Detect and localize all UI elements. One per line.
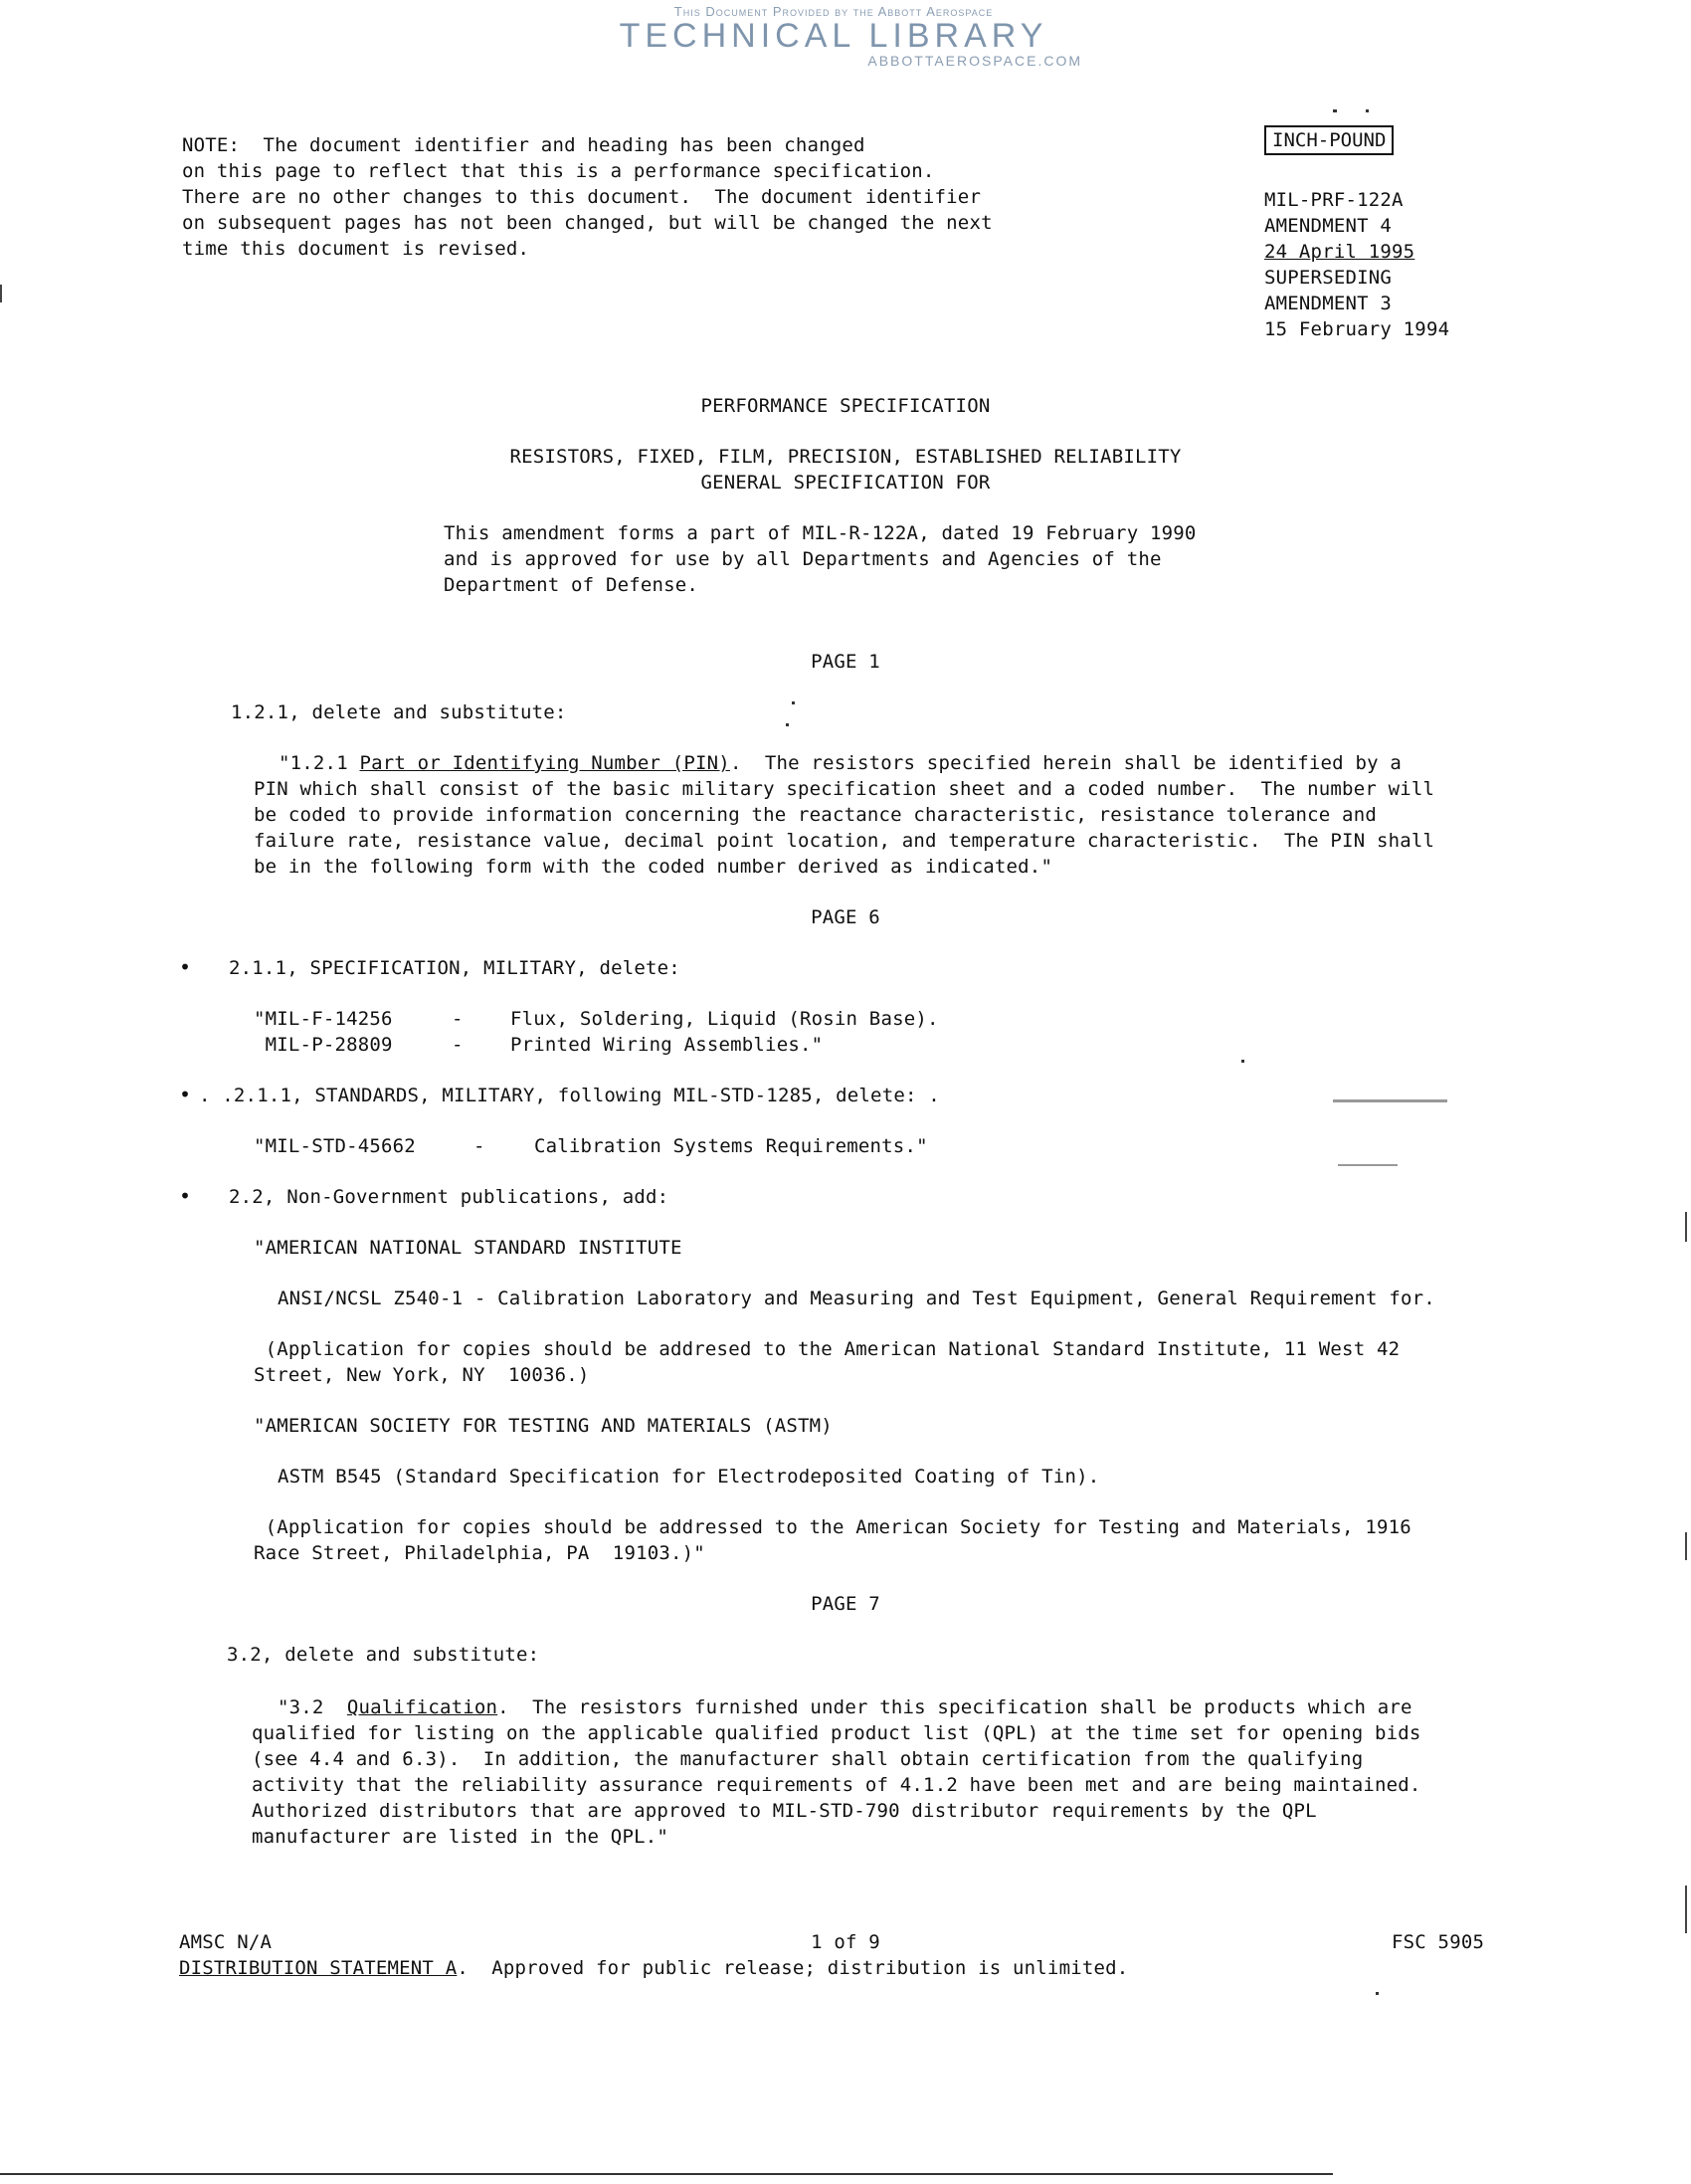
section-title: Qualification [346, 1696, 498, 1718]
section-text-line: qualified for listing on the applicable qualified product list (QPL) at the time set for opening bids [252, 1722, 1421, 1744]
amendment-date: 24 April 1995 [1264, 241, 1415, 263]
scan-speck [1366, 109, 1369, 112]
section-text-line: activity that the reliability assurance requirements of 4.1.2 have been met and are being maintained. [252, 1774, 1421, 1796]
standard-row-id: "MIL-STD-45662 [254, 1135, 416, 1157]
inch-pound-box: INCH-POUND [1264, 125, 1394, 155]
section-text: . The resistors specified herein shall be identified by a [729, 752, 1402, 774]
section-1-2-1-first-line [279, 750, 1402, 776]
spec-row-dash: - [452, 1034, 464, 1056]
page-7-heading: PAGE 7 [811, 1593, 880, 1615]
intro-line: and is approved for use by all Departments and Agencies of the [444, 548, 1162, 570]
section-3-2-first-line [278, 1694, 1412, 1720]
section-number: "1.2.1 [279, 752, 348, 774]
intro-line: This amendment forms a part of MIL-R-122A, dated 19 February 1990 [444, 522, 1197, 544]
section-text-line: Authorized distributors that are approved to MIL-STD-790 distributor requirements by the QPL [252, 1800, 1317, 1822]
scan-edge-mark [1685, 1532, 1687, 1560]
section-text-line: (see 4.4 and 6.3). In addition, the manufacturer shall obtain certification from the qualifying [252, 1748, 1364, 1770]
section-text-line: failure rate, resistance value, decimal point location, and temperature characteristic. The PIN shall [254, 830, 1435, 852]
amendment-number: AMENDMENT 4 [1264, 215, 1393, 237]
standard-row-dash: - [473, 1135, 485, 1157]
ansi-address-line: Street, New York, NY 10036.) [254, 1364, 590, 1386]
superseded-date: 15 February 1994 [1264, 318, 1450, 340]
change-bullet: • [179, 1083, 192, 1106]
spec-id: MIL-PRF-122A [1264, 189, 1404, 211]
document-type: PERFORMANCE SPECIFICATION [700, 395, 991, 417]
ansi-document: ANSI/NCSL Z540-1 - Calibration Laboratory and Measuring and Test Equipment, General Requirement for. [278, 1288, 1435, 1309]
page-6-heading: PAGE 6 [811, 906, 880, 928]
section-2-1-1-specifications-instruction: 2.1.1, SPECIFICATION, MILITARY, delete: [229, 957, 680, 979]
spec-row-id: MIL-P-28809 [254, 1034, 393, 1056]
scan-speck [792, 701, 795, 704]
note-line: on subsequent pages has not been changed, but will be changed the next [182, 212, 993, 234]
superseding-label: SUPERSEDING [1264, 267, 1393, 289]
intro-line: Department of Defense. [444, 574, 699, 596]
astm-address-line: (Application for copies should be addressed to the American Society for Testing and Materials, 1916 [254, 1516, 1411, 1538]
organization-astm: "AMERICAN SOCIETY FOR TESTING AND MATERIALS (ASTM) [254, 1415, 833, 1437]
astm-document: ASTM B545 (Standard Specification for Electrodeposited Coating of Tin). [278, 1466, 1100, 1488]
scan-speck [1376, 1992, 1379, 1995]
fsc-label: FSC 5905 [1392, 1931, 1485, 1953]
scan-smudge [1333, 1099, 1447, 1102]
distribution-text: . Approved for public release; distribution is unlimited. [457, 1957, 1129, 1979]
section-number: "3.2 [278, 1696, 324, 1718]
scan-edge-mark [1685, 1212, 1687, 1242]
change-bullet: • [179, 1184, 192, 1208]
watermark-title: TECHNICAL LIBRARY [619, 17, 1048, 55]
section-text: . The resistors furnished under this specification shall be products which are [497, 1696, 1412, 1718]
section-3-2-instruction: 3.2, delete and substitute: [227, 1644, 540, 1666]
spec-row-dash: - [452, 1008, 464, 1030]
note-line: NOTE: The document identifier and heading has been changed [182, 134, 865, 156]
amsc-label: AMSC N/A [179, 1931, 273, 1953]
standard-row-desc: Calibration Systems Requirements." [534, 1135, 928, 1157]
scan-edge-mark [0, 285, 2, 302]
section-1-2-1-instruction: 1.2.1, delete and substitute: [231, 701, 567, 723]
superseded-amendment: AMENDMENT 3 [1264, 293, 1393, 314]
note-line: time this document is revised. [182, 238, 530, 260]
scan-bottom-line [0, 2173, 1333, 2175]
spec-row-desc: Printed Wiring Assemblies." [510, 1034, 824, 1056]
page-number: 1 of 9 [811, 1931, 880, 1953]
scan-smudge [1338, 1164, 1398, 1166]
document-title: RESISTORS, FIXED, FILM, PRECISION, ESTABLISHED RELIABILITY [509, 446, 1182, 468]
section-text-line: PIN which shall consist of the basic military specification sheet and a coded number. The number will [254, 778, 1435, 800]
ansi-address-line: (Application for copies should be addresed to the American National Standard Institute, 11 West 42 [254, 1338, 1401, 1360]
section-text-line: manufacturer are listed in the QPL." [252, 1826, 669, 1848]
change-bullet: • [179, 955, 192, 979]
section-2-2-instruction: 2.2, Non-Government publications, add: [229, 1186, 669, 1208]
spec-row-id: "MIL-F-14256 [254, 1008, 393, 1030]
note-line: on this page to reflect that this is a performance specification. [182, 160, 935, 182]
scan-edge-mark [1685, 1886, 1687, 1933]
distribution-label: DISTRIBUTION STATEMENT A [179, 1957, 458, 1979]
note-line: There are no other changes to this document. The document identifier [182, 186, 982, 208]
watermark-url: ABBOTTAEROSPACE.COM [867, 53, 1082, 69]
section-title: Part or Identifying Number (PIN) [359, 752, 730, 774]
spec-row-desc: Flux, Soldering, Liquid (Rosin Base). [510, 1008, 939, 1030]
astm-address-line: Race Street, Philadelphia, PA 19103.)" [254, 1542, 705, 1564]
document-subtitle: GENERAL SPECIFICATION FOR [700, 472, 991, 494]
watermark-provided-by: This Document Provided by the Abbott Aerospace [673, 4, 994, 19]
section-2-1-1-standards-instruction: . .2.1.1, STANDARDS, MILITARY, following MIL-STD-1285, delete: . [199, 1085, 940, 1106]
organization-ansi: "AMERICAN NATIONAL STANDARD INSTITUTE [254, 1237, 682, 1259]
scan-speck [1241, 1060, 1244, 1063]
page-1-heading: PAGE 1 [811, 651, 880, 673]
watermark [575, 4, 1092, 69]
section-text-line: be coded to provide information concerning the reactance characteristic, resistance tolerance and [254, 804, 1377, 826]
distribution-statement [179, 1955, 1128, 1981]
section-text-line: be in the following form with the coded number derived as indicated." [254, 856, 1053, 878]
scan-speck [1333, 109, 1337, 112]
scan-speck [786, 723, 789, 726]
